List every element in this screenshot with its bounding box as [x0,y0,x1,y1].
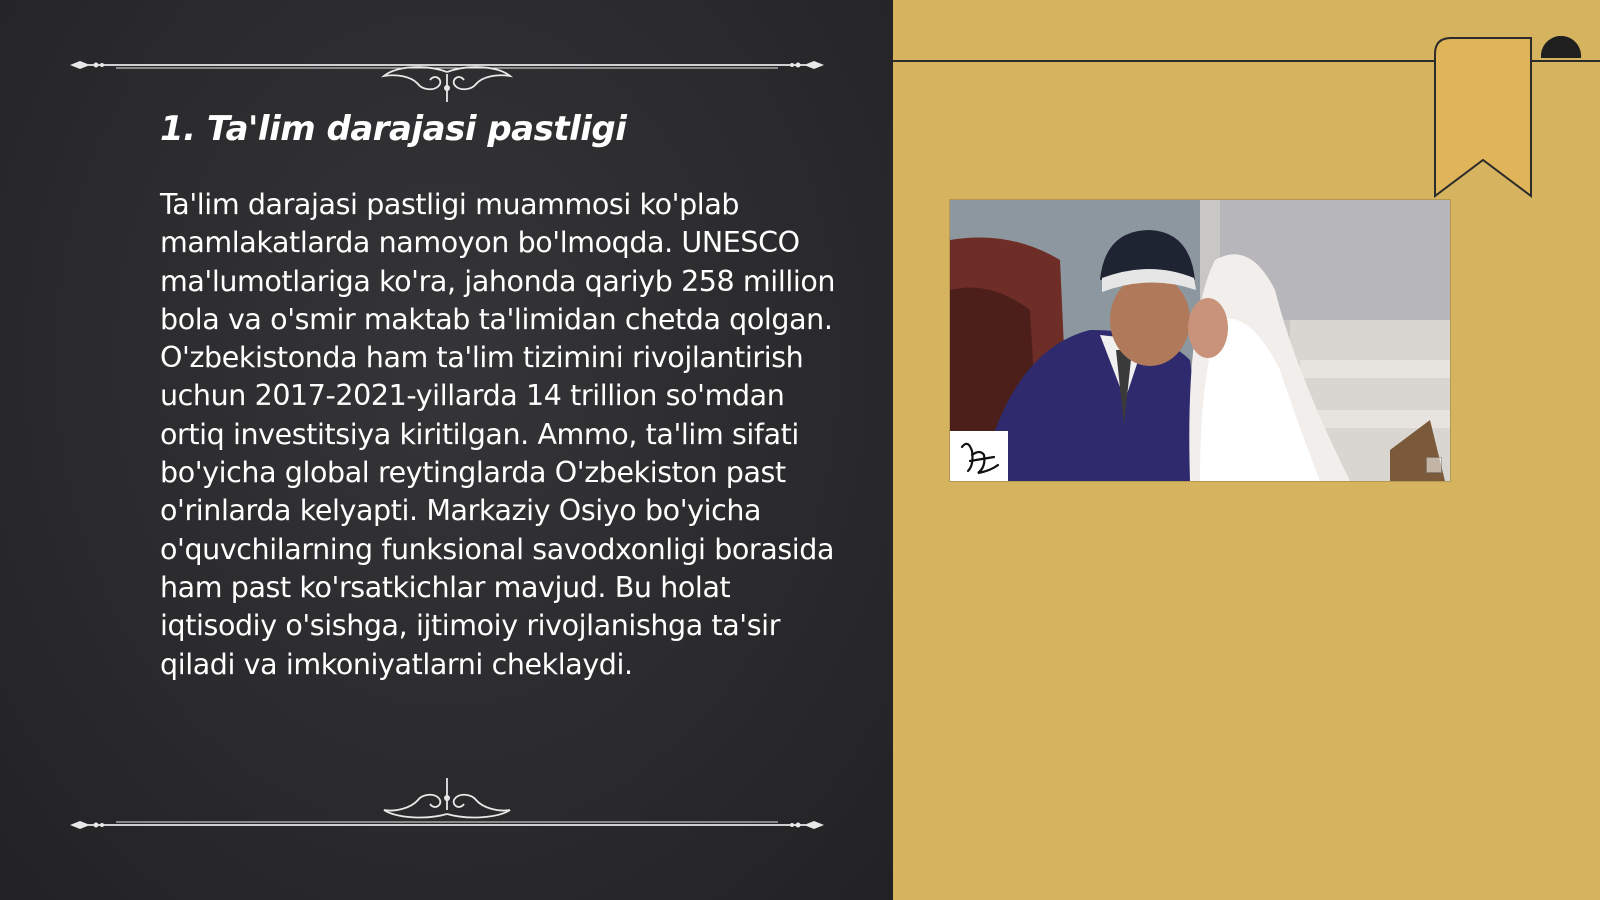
bookmark-ribbon-icon [1433,36,1600,198]
ornament-divider-bottom-icon [66,774,828,834]
slide-title: 1. Ta'lim darajasi pastligi [160,109,627,149]
channel-logo-icon [950,431,1008,481]
watermark-icon [1426,457,1442,473]
ornament-divider-top-icon [66,44,828,104]
slide-body-text: Ta'lim darajasi pastligi muammosi ko'plab mamlakatlarda namoyon bo'lmoqda. UNESCO ma'lumotlariga ko'ra, jahonda qariyb 258 million bola va o'smir maktab ta'limidan chetda qolgan. O'zbekistonda ham ta'lim tizimini rivojlantirish uchun 2017-2021-yillarda 14 trillion so'mdan ortiq investitsiya kiritilgan. Ammo, ta'lim sifati bo'yicha global reytinglarda O'zbekiston past o'rinlarda kelyapti. Markaziy Osiyo bo'yicha o'quvchilarning funksional savodxonligi borasida ham past ko'rsatkichlar mavjud. Bu holat iqtisodiy o'sishga, ijtimoiy rivojlanishga ta'sir qiladi va imkoniyatlarni cheklaydi. [160,188,836,681]
wedding-photo [950,200,1450,481]
